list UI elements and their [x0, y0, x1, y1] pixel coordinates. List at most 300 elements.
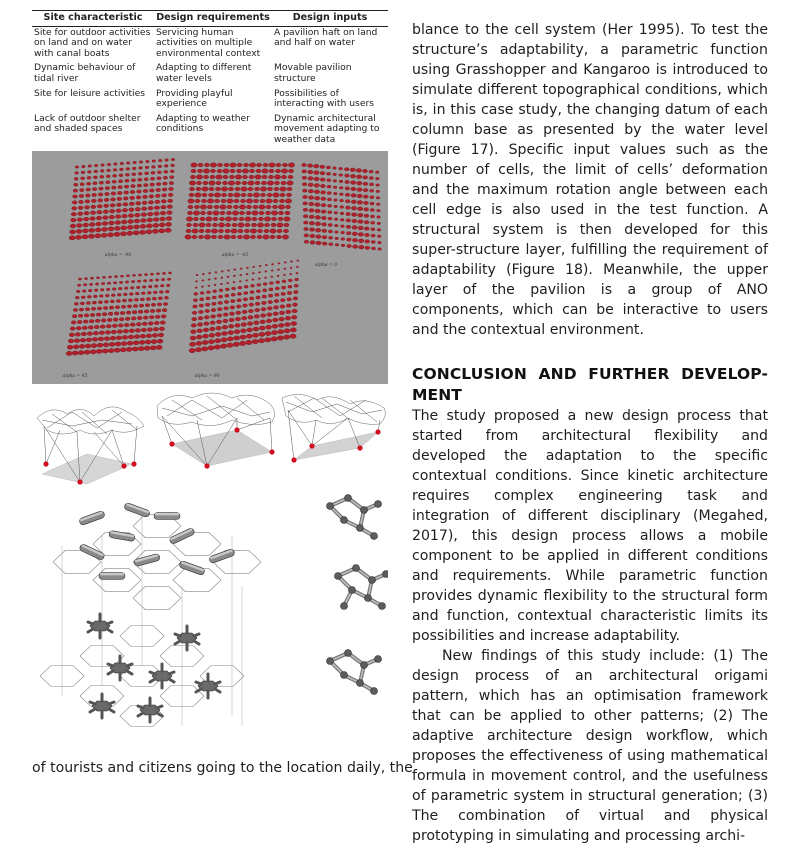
body-paragraph: New findings of this study include: (1) The design process of an architectural origami pattern, which has an optimisation framework that can be applied to other patterns; (2) The adaptive architecture design workflow, which proposes the effectiveness of using mathematical formula in movement control, and the usefulness of parametric system in structural generation; (3) The combination of virtual and physical prototyping in simulating and processing archi- — [412, 648, 768, 844]
grid-cell-marker — [228, 187, 233, 191]
grid-cell-marker — [85, 344, 91, 348]
grid-cell-marker — [157, 303, 161, 306]
grid-cell-marker — [351, 200, 356, 204]
grid-cell-marker — [294, 284, 298, 287]
grid-cell-marker — [230, 163, 236, 167]
grid-cell-marker — [248, 187, 253, 191]
grid-cell-marker — [198, 316, 203, 320]
grid-cell-marker — [159, 229, 165, 233]
grid-cell-marker — [213, 211, 219, 215]
grid-cell-marker — [155, 200, 160, 204]
grid-cell-marker — [88, 326, 93, 330]
grid-cell-marker — [170, 170, 174, 173]
connector-rod — [134, 553, 161, 566]
grid-cell-marker — [285, 205, 290, 209]
grid-cell-marker — [112, 288, 116, 291]
grid-cell-marker — [254, 315, 259, 319]
grid-cell-marker — [254, 321, 260, 325]
grid-cell-marker — [156, 183, 161, 186]
table-row — [32, 26, 388, 62]
grid-cell-marker — [89, 222, 95, 226]
grid-cell-marker — [251, 223, 256, 227]
grid-cell-marker — [109, 342, 115, 346]
grid-cell-marker — [274, 181, 279, 185]
hex-joint-arm — [109, 702, 114, 704]
grid-cell-marker — [163, 176, 167, 179]
grid-cell-marker — [248, 309, 253, 313]
grid-cell-marker — [286, 310, 291, 314]
component-cluster — [327, 650, 382, 695]
grid-cell-marker — [258, 338, 264, 342]
grid-cell-marker — [118, 324, 123, 328]
grid-cell-marker — [157, 177, 161, 180]
grid-cell-marker — [357, 207, 363, 211]
grid-cell-marker — [302, 183, 307, 186]
grid-cell-marker — [261, 181, 266, 185]
grid-cell-marker — [168, 193, 173, 196]
grid-cell-marker — [264, 223, 269, 227]
grid-cell-marker — [151, 303, 155, 306]
grid-cell-marker — [93, 176, 97, 179]
grid-cell-marker — [122, 208, 127, 212]
grid-cell-marker — [358, 213, 364, 217]
component-cluster — [327, 495, 382, 540]
grid-cell-marker — [280, 305, 285, 309]
hex-joint-arm — [127, 671, 132, 674]
grid-cell-marker — [96, 222, 102, 226]
grid-cell-marker — [113, 169, 117, 172]
grid-cell-marker — [303, 215, 308, 218]
cluster-node — [361, 507, 368, 514]
grid-cell-marker — [234, 336, 240, 340]
grid-cell-marker — [112, 324, 117, 328]
grid-cell-marker — [150, 177, 154, 180]
grid-cell-marker — [240, 274, 242, 276]
grid-cell-marker — [149, 315, 154, 318]
grid-cell-marker — [220, 211, 225, 215]
hex-joint-arm — [138, 706, 143, 708]
grid-cell-marker — [279, 317, 285, 321]
grid-cell-marker — [84, 206, 89, 210]
grid-cell-marker — [225, 223, 230, 227]
grid-cell-marker — [267, 187, 272, 191]
hex-joint-arm — [127, 664, 132, 666]
grid-cell-marker — [218, 295, 222, 298]
grid-cell-marker — [66, 351, 72, 355]
hex-joint-node — [138, 698, 162, 722]
grid-cell-marker — [239, 341, 245, 345]
grid-cell-marker — [284, 268, 286, 270]
grid-cell-marker — [363, 195, 368, 198]
grid-cell-marker — [165, 290, 169, 293]
grid-cell-marker — [189, 187, 194, 191]
grid-cell-marker — [277, 275, 279, 277]
grid-cell-marker — [204, 235, 210, 239]
grid-cell-marker — [351, 206, 356, 210]
grid-cell-marker — [192, 235, 197, 239]
grid-cell-marker — [265, 264, 267, 266]
grid-cell-marker — [281, 286, 285, 289]
grid-cell-marker — [93, 182, 97, 185]
grid-cell-marker — [267, 307, 272, 311]
grid-cell-marker — [97, 343, 103, 347]
grid-cell-marker — [281, 181, 286, 185]
grid-cell-marker — [365, 246, 370, 249]
connector-rod — [169, 527, 196, 544]
grid-cell-marker — [334, 205, 338, 208]
grid-cell-marker — [358, 239, 364, 243]
grid-cell-marker — [333, 173, 337, 176]
grid-cell-marker — [140, 224, 146, 228]
grid-cell-marker — [334, 224, 338, 227]
grid-cell-marker — [291, 315, 297, 319]
cluster-node — [365, 595, 372, 602]
grid-cell-marker — [154, 206, 159, 210]
grid-cell-marker — [133, 304, 137, 307]
grid-cell-marker — [192, 229, 198, 233]
grid-cell-marker — [132, 311, 137, 314]
grid-cell-marker — [117, 293, 121, 296]
grid-cell-marker — [224, 300, 229, 303]
grid-cell-marker — [328, 204, 332, 207]
grid-cell-marker — [84, 211, 89, 215]
grid-cell-marker — [287, 187, 292, 191]
grid-cell-marker — [308, 196, 313, 200]
grid-cell-marker — [321, 210, 326, 213]
grid-cell-marker — [97, 307, 101, 310]
grid-cell-marker — [327, 179, 331, 182]
grid-cell-marker — [202, 193, 207, 197]
grid-cell-marker — [139, 167, 143, 170]
grid-cell-marker — [161, 278, 164, 280]
grid-cell-marker — [284, 329, 290, 333]
grid-cell-marker — [341, 238, 345, 241]
grid-cell-marker — [101, 282, 104, 284]
grid-cell-marker — [350, 168, 355, 172]
hex-joint-arm — [215, 689, 220, 692]
grid-cell-marker — [340, 212, 344, 215]
grid-cell-marker — [133, 231, 139, 235]
grid-cell-marker — [144, 184, 149, 187]
grid-cell-marker — [256, 163, 261, 167]
grid-cell-marker — [225, 294, 229, 297]
grid-cell-marker — [223, 169, 229, 173]
grid-cell-marker — [74, 339, 80, 343]
grid-cell-marker — [131, 280, 134, 282]
grid-cell-marker — [309, 202, 314, 206]
grid-cell-marker — [90, 217, 96, 221]
grid-cell-marker — [137, 184, 142, 187]
grid-cell-marker — [287, 298, 292, 301]
grid-simulation-figure — [32, 151, 388, 384]
grid-cell-marker — [288, 175, 293, 179]
grid-cell-marker — [121, 220, 127, 224]
grid-cell-marker — [273, 193, 279, 197]
grid-cell-marker — [253, 333, 259, 337]
grid-cell-marker — [83, 223, 89, 227]
grid-cell-marker — [135, 207, 140, 211]
grid-cell-marker — [214, 205, 219, 209]
grid-cell-marker — [267, 181, 273, 185]
grid-cell-marker — [144, 273, 147, 275]
grid-cell-marker — [156, 309, 161, 312]
grid-cell-marker — [212, 223, 217, 227]
grid-cell-marker — [228, 181, 234, 185]
grid-cell-marker — [166, 222, 172, 226]
grid-cell-marker — [262, 295, 267, 298]
grid-cell-marker — [92, 337, 98, 341]
grid-cell-marker — [246, 340, 252, 344]
grid-cell-marker — [333, 180, 337, 183]
grid-cell-marker — [218, 229, 223, 233]
grid-caption: alpha = 45 — [62, 374, 88, 379]
grid-cell-marker — [328, 224, 332, 227]
table-row — [32, 62, 388, 87]
grid-cell-marker — [203, 334, 209, 338]
grid-cell-marker — [315, 215, 321, 219]
hex-joint-arm — [109, 709, 114, 712]
grid-cell-marker — [270, 229, 276, 233]
grid-cell-marker — [163, 182, 168, 185]
grid-cell-marker — [165, 228, 171, 232]
hex-joint-arm — [215, 682, 220, 684]
grid-cell-marker — [352, 226, 357, 230]
grid-cell-marker — [203, 181, 208, 185]
grid-cell-marker — [237, 292, 241, 295]
grid-cell-marker — [210, 321, 215, 325]
grid-cell-marker — [334, 199, 338, 202]
grid-cell-marker — [263, 289, 267, 292]
grid-cell-marker — [375, 171, 379, 174]
table-cell: Adapting to different water levels — [156, 62, 252, 84]
grid-cell-marker — [138, 178, 142, 181]
grid-cell-marker — [247, 322, 253, 326]
grid-cell-marker — [96, 349, 102, 353]
grid-cell-marker — [120, 348, 126, 352]
table-cell: A pavilion haft on land and half on water — [274, 26, 378, 49]
grid-cell-marker — [216, 175, 222, 179]
grid-cell-marker — [358, 220, 364, 224]
grid-cell-marker — [273, 318, 279, 322]
grid-cell-marker — [130, 287, 134, 290]
grid-cell-marker — [196, 175, 202, 179]
grid-cell-marker — [350, 174, 355, 178]
grid-cell-marker — [244, 292, 248, 295]
grid-cell-marker — [202, 273, 204, 275]
cluster-node — [335, 573, 342, 580]
grid-cell-marker — [124, 185, 129, 188]
grid-cell-marker — [129, 202, 134, 206]
grid-cell-marker — [112, 180, 116, 183]
grid-cell-marker — [233, 342, 239, 346]
grid-cell-marker — [219, 217, 224, 221]
grid-cell-marker — [200, 292, 204, 295]
grid-cell-marker — [118, 186, 123, 189]
grid-cell-marker — [158, 333, 164, 337]
grid-cell-marker — [284, 217, 290, 221]
grid-cell-marker — [102, 349, 108, 353]
grid-cell-marker — [137, 190, 142, 193]
grid-cell-marker — [364, 201, 369, 204]
grid-cell-marker — [87, 176, 91, 179]
grid-cell-marker — [221, 344, 227, 348]
grid-cell-marker — [84, 350, 90, 354]
grid-cell-marker — [127, 341, 133, 345]
grid-cell-marker — [275, 287, 279, 290]
grid-cell-marker — [302, 176, 307, 179]
grid-cell-marker — [163, 302, 167, 305]
grid-cell-marker — [284, 335, 290, 339]
cluster-node — [341, 603, 348, 610]
grid-cell-marker — [234, 330, 240, 334]
grid-cell-marker — [124, 323, 129, 327]
grid-cell-marker — [371, 221, 375, 224]
grid-cell-marker — [128, 299, 132, 302]
grid-cell-marker — [269, 288, 273, 291]
grid-cell-marker — [340, 206, 344, 209]
grid-cell-marker — [127, 231, 133, 235]
grid-cell-marker — [141, 218, 147, 222]
grid-cell-marker — [100, 325, 105, 329]
cluster-node — [357, 680, 364, 687]
grid-cell-marker — [103, 210, 108, 214]
exploded-hex-structure — [40, 502, 261, 726]
grid-cell-marker — [92, 301, 96, 304]
grid-cell-marker — [292, 309, 297, 313]
grid-cell-marker — [363, 169, 368, 172]
grid-cell-marker — [205, 229, 210, 233]
grid-cell-marker — [160, 217, 166, 221]
grid-cell-marker — [110, 300, 114, 303]
grid-cell-marker — [210, 327, 216, 331]
grid-cell-marker — [363, 188, 368, 191]
grid-cell-marker — [347, 244, 352, 247]
grid-cell-marker — [81, 171, 85, 174]
table-cell: Movable pavilion structure — [274, 62, 352, 84]
grid-cell-marker — [117, 330, 122, 334]
grid-cell-marker — [201, 286, 203, 288]
grid-cell-marker — [129, 329, 134, 333]
grid-cell-marker — [137, 280, 140, 282]
grid-cell-marker — [200, 298, 204, 301]
grid-cell-marker — [266, 319, 272, 323]
hex-joint-arm — [88, 622, 93, 624]
grid-cell-marker — [333, 186, 337, 189]
grid-cell-marker — [235, 175, 241, 179]
grid-cell-marker — [69, 333, 74, 337]
grid-cell-marker — [116, 336, 122, 340]
grid-cell-marker — [136, 322, 141, 326]
grid-cell-marker — [210, 175, 215, 179]
grid-cell-marker — [191, 163, 197, 167]
grid-cell-marker — [278, 263, 280, 265]
grid-cell-marker — [235, 187, 240, 191]
grid-cell-marker — [136, 286, 140, 289]
body-paragraph: The study proposed a new design process that started from architectural flexibility and developed the adaptation to the specific contextual conditions. Since kinetic architecture requires complex engineering task and integration of different disciplinary (Megahed, 2017), this design process allows a mobile component to be applied in different conditions and requirements. While parametric function provides dynamic flexibility to the structural form and function, contextual characteristic limits its possibilities and increase adaptability. — [412, 408, 768, 644]
grid-cell-marker — [310, 241, 315, 245]
grid-cell-marker — [303, 195, 308, 198]
grid-cell-marker — [193, 211, 199, 215]
grid-cell-marker — [256, 169, 261, 173]
grid-cell-marker — [314, 190, 320, 194]
grid-cell-marker — [138, 172, 142, 175]
grid-cell-marker — [224, 307, 229, 310]
grid-cell-marker — [188, 205, 193, 209]
grid-cell-marker — [165, 159, 169, 162]
grid-cell-marker — [216, 320, 221, 324]
grid-cell-marker — [204, 163, 209, 167]
grid-cell-marker — [345, 193, 350, 196]
grid-cell-marker — [255, 308, 260, 312]
grid-cell-marker — [309, 215, 314, 219]
connector-rod — [154, 513, 180, 520]
grid-cell-marker — [82, 165, 86, 168]
grid-cell-marker — [290, 267, 292, 269]
grid-cell-marker — [290, 261, 292, 263]
grid-cell-marker — [98, 193, 103, 196]
grid-cell-marker — [227, 270, 229, 272]
grid-cell-marker — [74, 183, 78, 186]
grid-cell-marker — [238, 223, 244, 227]
grid-cell-marker — [110, 204, 115, 208]
grid-cell-marker — [145, 172, 149, 175]
grid-cell-marker — [193, 305, 198, 308]
grid-cell-marker — [376, 197, 380, 200]
column-header: Site characteristic — [32, 11, 154, 27]
grid-cell-marker — [356, 175, 362, 179]
grid-cell-marker — [259, 326, 265, 330]
grid-cell-marker — [214, 345, 220, 349]
grid-cell-marker — [114, 348, 120, 352]
grid-cell-marker — [281, 175, 286, 179]
grid-cell-marker — [162, 194, 167, 197]
grid-cell-marker — [82, 229, 88, 233]
grid-cell-marker — [210, 163, 216, 167]
grid-cell-marker — [139, 340, 145, 344]
grid-cell-marker — [232, 217, 237, 221]
grid-cell-marker — [119, 168, 123, 171]
grid-cell-marker — [198, 235, 203, 239]
grid-cell-marker — [211, 235, 216, 239]
grid-cell-marker — [260, 187, 266, 191]
grid-cell-marker — [207, 199, 213, 203]
grid-cell-marker — [322, 235, 327, 238]
grid-cell-marker — [195, 281, 197, 283]
grid-cell-marker — [86, 338, 92, 342]
grid-cell-marker — [195, 193, 201, 197]
grid-cell-marker — [154, 212, 160, 216]
grid-cell-marker — [132, 274, 135, 276]
grid-cell-marker — [193, 217, 198, 221]
grid-caption: alpha = 90 — [194, 374, 220, 379]
grid-cell-marker — [99, 295, 103, 298]
grid-cell-marker — [292, 303, 297, 307]
grid-cell-marker — [166, 284, 170, 287]
grid-cell-marker — [271, 337, 277, 341]
grid-cell-marker — [246, 334, 252, 338]
grid-cell-marker — [152, 297, 156, 300]
grid-cell-marker — [78, 314, 83, 317]
grid-cell-marker — [104, 204, 109, 208]
grid-cell-marker — [351, 187, 356, 191]
grid-cell-marker — [252, 339, 258, 343]
grid-cell-marker — [255, 181, 260, 185]
grid-cell-marker — [273, 199, 278, 203]
grid-cell-marker — [151, 166, 155, 169]
grid-cell-marker — [152, 333, 158, 337]
grid-cell-marker — [347, 238, 352, 241]
grid-cell-marker — [76, 229, 82, 233]
